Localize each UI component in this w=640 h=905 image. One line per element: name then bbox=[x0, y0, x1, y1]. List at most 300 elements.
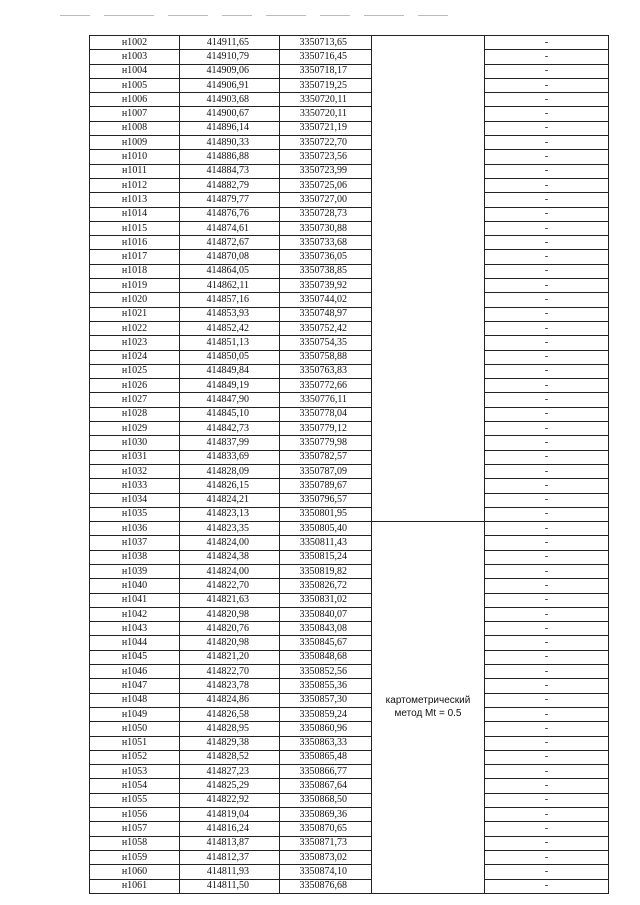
y-coordinate-cell: 3350763,83 bbox=[280, 364, 372, 378]
accuracy-cell: - bbox=[485, 264, 609, 278]
table-row bbox=[90, 464, 609, 478]
table-row bbox=[90, 436, 609, 450]
point-id-cell: н1047 bbox=[90, 679, 180, 693]
table-row bbox=[90, 479, 609, 493]
y-coordinate-cell: 3350876,68 bbox=[280, 879, 372, 893]
y-coordinate-cell: 3350787,09 bbox=[280, 464, 372, 478]
table-row bbox=[90, 164, 609, 178]
accuracy-cell: - bbox=[485, 136, 609, 150]
accuracy-cell: - bbox=[485, 850, 609, 864]
x-coordinate-cell: 414813,87 bbox=[180, 836, 280, 850]
accuracy-cell: - bbox=[485, 765, 609, 779]
y-coordinate-cell: 3350865,48 bbox=[280, 750, 372, 764]
x-coordinate-cell: 414822,70 bbox=[180, 665, 280, 679]
point-id-cell: н1049 bbox=[90, 707, 180, 721]
accuracy-cell: - bbox=[485, 407, 609, 421]
x-coordinate-cell: 414845,10 bbox=[180, 407, 280, 421]
y-coordinate-cell: 3350725,06 bbox=[280, 178, 372, 192]
accuracy-cell: - bbox=[485, 50, 609, 64]
table-row bbox=[90, 178, 609, 192]
table-row bbox=[90, 250, 609, 264]
table-row bbox=[90, 736, 609, 750]
accuracy-cell: - bbox=[485, 479, 609, 493]
y-coordinate-cell: 3350840,07 bbox=[280, 607, 372, 621]
table-row bbox=[90, 150, 609, 164]
accuracy-cell: - bbox=[485, 622, 609, 636]
x-coordinate-cell: 414824,00 bbox=[180, 536, 280, 550]
x-coordinate-cell: 414825,29 bbox=[180, 779, 280, 793]
table-row bbox=[90, 679, 609, 693]
table-row bbox=[90, 193, 609, 207]
x-coordinate-cell: 414824,38 bbox=[180, 550, 280, 564]
table-row bbox=[90, 665, 609, 679]
accuracy-cell: - bbox=[485, 650, 609, 664]
accuracy-cell: - bbox=[485, 722, 609, 736]
point-id-cell: н1008 bbox=[90, 121, 180, 135]
accuracy-cell: - bbox=[485, 550, 609, 564]
table-row bbox=[90, 50, 609, 64]
point-id-cell: н1060 bbox=[90, 865, 180, 879]
x-coordinate-cell: 414853,93 bbox=[180, 307, 280, 321]
accuracy-cell: - bbox=[485, 193, 609, 207]
y-coordinate-cell: 3350796,57 bbox=[280, 493, 372, 507]
accuracy-cell: - bbox=[485, 579, 609, 593]
y-coordinate-cell: 3350716,45 bbox=[280, 50, 372, 64]
table-row bbox=[90, 64, 609, 78]
x-coordinate-cell: 414816,24 bbox=[180, 822, 280, 836]
x-coordinate-cell: 414842,73 bbox=[180, 422, 280, 436]
y-coordinate-cell: 3350811,43 bbox=[280, 536, 372, 550]
point-id-cell: н1020 bbox=[90, 293, 180, 307]
y-coordinate-cell: 3350873,02 bbox=[280, 850, 372, 864]
y-coordinate-cell: 3350874,10 bbox=[280, 865, 372, 879]
accuracy-cell: - bbox=[485, 150, 609, 164]
table-row bbox=[90, 236, 609, 250]
x-coordinate-cell: 414886,88 bbox=[180, 150, 280, 164]
accuracy-cell: - bbox=[485, 293, 609, 307]
x-coordinate-cell: 414849,19 bbox=[180, 379, 280, 393]
point-id-cell: н1038 bbox=[90, 550, 180, 564]
table-body bbox=[90, 36, 609, 894]
point-id-cell: н1056 bbox=[90, 808, 180, 822]
table-row bbox=[90, 307, 609, 321]
point-id-cell: н1051 bbox=[90, 736, 180, 750]
accuracy-cell: - bbox=[485, 36, 609, 50]
y-coordinate-cell: 3350739,92 bbox=[280, 279, 372, 293]
table-row bbox=[90, 879, 609, 893]
point-id-cell: н1052 bbox=[90, 750, 180, 764]
y-coordinate-cell: 3350866,77 bbox=[280, 765, 372, 779]
y-coordinate-cell: 3350789,67 bbox=[280, 479, 372, 493]
x-coordinate-cell: 414820,76 bbox=[180, 622, 280, 636]
table-row bbox=[90, 293, 609, 307]
point-id-cell: н1044 bbox=[90, 636, 180, 650]
point-id-cell: н1034 bbox=[90, 493, 180, 507]
y-coordinate-cell: 3350779,98 bbox=[280, 436, 372, 450]
table-row bbox=[90, 279, 609, 293]
table-row bbox=[90, 793, 609, 807]
table-row bbox=[90, 550, 609, 564]
x-coordinate-cell: 414890,33 bbox=[180, 136, 280, 150]
y-coordinate-cell: 3350723,99 bbox=[280, 164, 372, 178]
x-coordinate-cell: 414911,65 bbox=[180, 36, 280, 50]
accuracy-cell: - bbox=[485, 865, 609, 879]
point-id-cell: н1025 bbox=[90, 364, 180, 378]
point-id-cell: н1029 bbox=[90, 422, 180, 436]
x-coordinate-cell: 414826,58 bbox=[180, 707, 280, 721]
point-id-cell: н1019 bbox=[90, 279, 180, 293]
x-coordinate-cell: 414906,91 bbox=[180, 78, 280, 92]
y-coordinate-cell: 3350727,00 bbox=[280, 193, 372, 207]
point-id-cell: н1032 bbox=[90, 464, 180, 478]
point-id-cell: н1040 bbox=[90, 579, 180, 593]
table-row bbox=[90, 264, 609, 278]
y-coordinate-cell: 3350782,57 bbox=[280, 450, 372, 464]
y-coordinate-cell: 3350721,19 bbox=[280, 121, 372, 135]
x-coordinate-cell: 414812,37 bbox=[180, 850, 280, 864]
y-coordinate-cell: 3350801,95 bbox=[280, 507, 372, 521]
point-id-cell: н1011 bbox=[90, 164, 180, 178]
x-coordinate-cell: 414847,90 bbox=[180, 393, 280, 407]
table-row bbox=[90, 207, 609, 221]
y-coordinate-cell: 3350805,40 bbox=[280, 522, 372, 536]
x-coordinate-cell: 414826,15 bbox=[180, 479, 280, 493]
x-coordinate-cell: 414821,20 bbox=[180, 650, 280, 664]
x-coordinate-cell: 414852,42 bbox=[180, 321, 280, 335]
accuracy-cell: - bbox=[485, 364, 609, 378]
y-coordinate-cell: 3350723,56 bbox=[280, 150, 372, 164]
accuracy-cell: - bbox=[485, 808, 609, 822]
table-row bbox=[90, 507, 609, 521]
x-coordinate-cell: 414828,09 bbox=[180, 464, 280, 478]
x-coordinate-cell: 414874,61 bbox=[180, 221, 280, 235]
point-id-cell: н1042 bbox=[90, 607, 180, 621]
y-coordinate-cell: 3350752,42 bbox=[280, 321, 372, 335]
table-row bbox=[90, 78, 609, 92]
point-id-cell: н1053 bbox=[90, 765, 180, 779]
x-coordinate-cell: 414820,98 bbox=[180, 636, 280, 650]
y-coordinate-cell: 3350845,67 bbox=[280, 636, 372, 650]
x-coordinate-cell: 414837,99 bbox=[180, 436, 280, 450]
accuracy-cell: - bbox=[485, 493, 609, 507]
table-row bbox=[90, 722, 609, 736]
x-coordinate-cell: 414828,52 bbox=[180, 750, 280, 764]
point-id-cell: н1059 bbox=[90, 850, 180, 864]
point-id-cell: н1003 bbox=[90, 50, 180, 64]
point-id-cell: н1021 bbox=[90, 307, 180, 321]
x-coordinate-cell: 414833,69 bbox=[180, 450, 280, 464]
table-row bbox=[90, 579, 609, 593]
point-id-cell: н1039 bbox=[90, 564, 180, 578]
table-row bbox=[90, 522, 609, 536]
x-coordinate-cell: 414862,11 bbox=[180, 279, 280, 293]
table-row bbox=[90, 750, 609, 764]
accuracy-cell: - bbox=[485, 393, 609, 407]
table-row bbox=[90, 221, 609, 235]
table-row bbox=[90, 808, 609, 822]
y-coordinate-cell: 3350848,68 bbox=[280, 650, 372, 664]
table-row bbox=[90, 765, 609, 779]
accuracy-cell: - bbox=[485, 779, 609, 793]
table-row bbox=[90, 407, 609, 421]
accuracy-cell: - bbox=[485, 321, 609, 335]
point-id-cell: н1033 bbox=[90, 479, 180, 493]
table-row bbox=[90, 321, 609, 335]
accuracy-cell: - bbox=[485, 93, 609, 107]
point-id-cell: н1009 bbox=[90, 136, 180, 150]
y-coordinate-cell: 3350869,36 bbox=[280, 808, 372, 822]
y-coordinate-cell: 3350859,24 bbox=[280, 707, 372, 721]
table-row bbox=[90, 136, 609, 150]
table-row bbox=[90, 779, 609, 793]
point-id-cell: н1054 bbox=[90, 779, 180, 793]
point-id-cell: н1016 bbox=[90, 236, 180, 250]
point-id-cell: н1050 bbox=[90, 722, 180, 736]
table-row bbox=[90, 422, 609, 436]
point-id-cell: н1061 bbox=[90, 879, 180, 893]
x-coordinate-cell: 414896,14 bbox=[180, 121, 280, 135]
table-row bbox=[90, 393, 609, 407]
x-coordinate-cell: 414900,67 bbox=[180, 107, 280, 121]
point-id-cell: н1018 bbox=[90, 264, 180, 278]
point-id-cell: н1028 bbox=[90, 407, 180, 421]
y-coordinate-cell: 3350855,36 bbox=[280, 679, 372, 693]
x-coordinate-cell: 414822,92 bbox=[180, 793, 280, 807]
accuracy-cell: - bbox=[485, 507, 609, 521]
accuracy-cell: - bbox=[485, 336, 609, 350]
accuracy-cell: - bbox=[485, 836, 609, 850]
y-coordinate-cell: 3350826,72 bbox=[280, 579, 372, 593]
y-coordinate-cell: 3350860,96 bbox=[280, 722, 372, 736]
x-coordinate-cell: 414824,00 bbox=[180, 564, 280, 578]
header-artifact bbox=[60, 6, 580, 12]
x-coordinate-cell: 414910,79 bbox=[180, 50, 280, 64]
point-id-cell: н1014 bbox=[90, 207, 180, 221]
x-coordinate-cell: 414879,77 bbox=[180, 193, 280, 207]
table-row bbox=[90, 450, 609, 464]
accuracy-cell: - bbox=[485, 164, 609, 178]
point-id-cell: н1046 bbox=[90, 665, 180, 679]
y-coordinate-cell: 3350748,97 bbox=[280, 307, 372, 321]
y-coordinate-cell: 3350722,70 bbox=[280, 136, 372, 150]
point-id-cell: н1022 bbox=[90, 321, 180, 335]
y-coordinate-cell: 3350857,30 bbox=[280, 693, 372, 707]
accuracy-cell: - bbox=[485, 593, 609, 607]
table-row bbox=[90, 622, 609, 636]
point-id-cell: н1002 bbox=[90, 36, 180, 50]
table-row bbox=[90, 493, 609, 507]
accuracy-cell: - bbox=[485, 707, 609, 721]
accuracy-cell: - bbox=[485, 564, 609, 578]
y-coordinate-cell: 3350754,35 bbox=[280, 336, 372, 350]
table-row bbox=[90, 707, 609, 721]
point-id-cell: н1030 bbox=[90, 436, 180, 450]
table-row bbox=[90, 336, 609, 350]
accuracy-cell: - bbox=[485, 464, 609, 478]
y-coordinate-cell: 3350778,04 bbox=[280, 407, 372, 421]
y-coordinate-cell: 3350720,11 bbox=[280, 107, 372, 121]
accuracy-cell: - bbox=[485, 822, 609, 836]
y-coordinate-cell: 3350852,56 bbox=[280, 665, 372, 679]
point-id-cell: н1058 bbox=[90, 836, 180, 850]
point-id-cell: н1015 bbox=[90, 221, 180, 235]
accuracy-cell: - bbox=[485, 636, 609, 650]
accuracy-cell: - bbox=[485, 379, 609, 393]
accuracy-cell: - bbox=[485, 121, 609, 135]
accuracy-cell: - bbox=[485, 279, 609, 293]
x-coordinate-cell: 414823,35 bbox=[180, 522, 280, 536]
x-coordinate-cell: 414820,98 bbox=[180, 607, 280, 621]
accuracy-cell: - bbox=[485, 679, 609, 693]
y-coordinate-cell: 3350733,68 bbox=[280, 236, 372, 250]
y-coordinate-cell: 3350744,02 bbox=[280, 293, 372, 307]
point-id-cell: н1010 bbox=[90, 150, 180, 164]
y-coordinate-cell: 3350831,02 bbox=[280, 593, 372, 607]
y-coordinate-cell: 3350728,73 bbox=[280, 207, 372, 221]
accuracy-cell: - bbox=[485, 207, 609, 221]
point-id-cell: н1043 bbox=[90, 622, 180, 636]
point-id-cell: н1035 bbox=[90, 507, 180, 521]
point-id-cell: н1013 bbox=[90, 193, 180, 207]
table-row bbox=[90, 121, 609, 135]
x-coordinate-cell: 414827,23 bbox=[180, 765, 280, 779]
table-row bbox=[90, 364, 609, 378]
point-id-cell: н1037 bbox=[90, 536, 180, 550]
accuracy-cell: - bbox=[485, 607, 609, 621]
y-coordinate-cell: 3350736,05 bbox=[280, 250, 372, 264]
accuracy-cell: - bbox=[485, 450, 609, 464]
accuracy-cell: - bbox=[485, 221, 609, 235]
y-coordinate-cell: 3350720,11 bbox=[280, 93, 372, 107]
table-row bbox=[90, 536, 609, 550]
x-coordinate-cell: 414851,13 bbox=[180, 336, 280, 350]
y-coordinate-cell: 3350772,66 bbox=[280, 379, 372, 393]
x-coordinate-cell: 414870,08 bbox=[180, 250, 280, 264]
point-id-cell: н1045 bbox=[90, 650, 180, 664]
y-coordinate-cell: 3350843,08 bbox=[280, 622, 372, 636]
x-coordinate-cell: 414872,67 bbox=[180, 236, 280, 250]
x-coordinate-cell: 414864,05 bbox=[180, 264, 280, 278]
x-coordinate-cell: 414829,38 bbox=[180, 736, 280, 750]
point-id-cell: н1027 bbox=[90, 393, 180, 407]
x-coordinate-cell: 414819,04 bbox=[180, 808, 280, 822]
point-id-cell: н1005 bbox=[90, 78, 180, 92]
table-row bbox=[90, 636, 609, 650]
point-id-cell: н1017 bbox=[90, 250, 180, 264]
y-coordinate-cell: 3350815,24 bbox=[280, 550, 372, 564]
table-row bbox=[90, 350, 609, 364]
method-accuracy: метод Mt = 0.5 bbox=[394, 708, 462, 720]
accuracy-cell: - bbox=[485, 422, 609, 436]
x-coordinate-cell: 414876,76 bbox=[180, 207, 280, 221]
table-row bbox=[90, 93, 609, 107]
y-coordinate-cell: 3350870,65 bbox=[280, 822, 372, 836]
x-coordinate-cell: 414824,21 bbox=[180, 493, 280, 507]
table-row bbox=[90, 36, 609, 50]
point-id-cell: н1023 bbox=[90, 336, 180, 350]
point-id-cell: н1026 bbox=[90, 379, 180, 393]
y-coordinate-cell: 3350730,88 bbox=[280, 221, 372, 235]
y-coordinate-cell: 3350819,82 bbox=[280, 564, 372, 578]
point-id-cell: н1024 bbox=[90, 350, 180, 364]
x-coordinate-cell: 414857,16 bbox=[180, 293, 280, 307]
x-coordinate-cell: 414903,68 bbox=[180, 93, 280, 107]
table-row bbox=[90, 836, 609, 850]
accuracy-cell: - bbox=[485, 78, 609, 92]
point-id-cell: н1012 bbox=[90, 178, 180, 192]
table-row bbox=[90, 564, 609, 578]
table-row bbox=[90, 693, 609, 707]
accuracy-cell: - bbox=[485, 64, 609, 78]
point-id-cell: н1004 bbox=[90, 64, 180, 78]
accuracy-cell: - bbox=[485, 307, 609, 321]
y-coordinate-cell: 3350867,64 bbox=[280, 779, 372, 793]
x-coordinate-cell: 414821,63 bbox=[180, 593, 280, 607]
y-coordinate-cell: 3350758,88 bbox=[280, 350, 372, 364]
accuracy-cell: - bbox=[485, 793, 609, 807]
accuracy-cell: - bbox=[485, 350, 609, 364]
point-id-cell: н1031 bbox=[90, 450, 180, 464]
x-coordinate-cell: 414850,05 bbox=[180, 350, 280, 364]
x-coordinate-cell: 414811,93 bbox=[180, 865, 280, 879]
y-coordinate-cell: 3350776,11 bbox=[280, 393, 372, 407]
y-coordinate-cell: 3350779,12 bbox=[280, 422, 372, 436]
y-coordinate-cell: 3350718,17 bbox=[280, 64, 372, 78]
point-id-cell: н1007 bbox=[90, 107, 180, 121]
table-row bbox=[90, 850, 609, 864]
table-row bbox=[90, 607, 609, 621]
y-coordinate-cell: 3350863,33 bbox=[280, 736, 372, 750]
method-cell-empty bbox=[372, 36, 485, 522]
method-cell bbox=[372, 522, 485, 894]
point-id-cell: н1048 bbox=[90, 693, 180, 707]
x-coordinate-cell: 414811,50 bbox=[180, 879, 280, 893]
point-id-cell: н1006 bbox=[90, 93, 180, 107]
table-row bbox=[90, 107, 609, 121]
accuracy-cell: - bbox=[485, 436, 609, 450]
y-coordinate-cell: 3350719,25 bbox=[280, 78, 372, 92]
x-coordinate-cell: 414882,79 bbox=[180, 178, 280, 192]
x-coordinate-cell: 414824,86 bbox=[180, 693, 280, 707]
accuracy-cell: - bbox=[485, 750, 609, 764]
table-row bbox=[90, 650, 609, 664]
accuracy-cell: - bbox=[485, 693, 609, 707]
x-coordinate-cell: 414823,13 bbox=[180, 507, 280, 521]
accuracy-cell: - bbox=[485, 250, 609, 264]
x-coordinate-cell: 414884,73 bbox=[180, 164, 280, 178]
accuracy-cell: - bbox=[485, 107, 609, 121]
table-row bbox=[90, 379, 609, 393]
accuracy-cell: - bbox=[485, 665, 609, 679]
accuracy-cell: - bbox=[485, 879, 609, 893]
point-id-cell: н1055 bbox=[90, 793, 180, 807]
x-coordinate-cell: 414828,95 bbox=[180, 722, 280, 736]
point-id-cell: н1036 bbox=[90, 522, 180, 536]
accuracy-cell: - bbox=[485, 236, 609, 250]
x-coordinate-cell: 414909,06 bbox=[180, 64, 280, 78]
y-coordinate-cell: 3350868,50 bbox=[280, 793, 372, 807]
accuracy-cell: - bbox=[485, 536, 609, 550]
x-coordinate-cell: 414849,84 bbox=[180, 364, 280, 378]
table-row bbox=[90, 822, 609, 836]
x-coordinate-cell: 414822,70 bbox=[180, 579, 280, 593]
method-name: картометрический bbox=[385, 695, 471, 707]
table-row bbox=[90, 865, 609, 879]
y-coordinate-cell: 3350738,85 bbox=[280, 264, 372, 278]
x-coordinate-cell: 414823,78 bbox=[180, 679, 280, 693]
accuracy-cell: - bbox=[485, 736, 609, 750]
coordinates-table bbox=[89, 35, 609, 894]
